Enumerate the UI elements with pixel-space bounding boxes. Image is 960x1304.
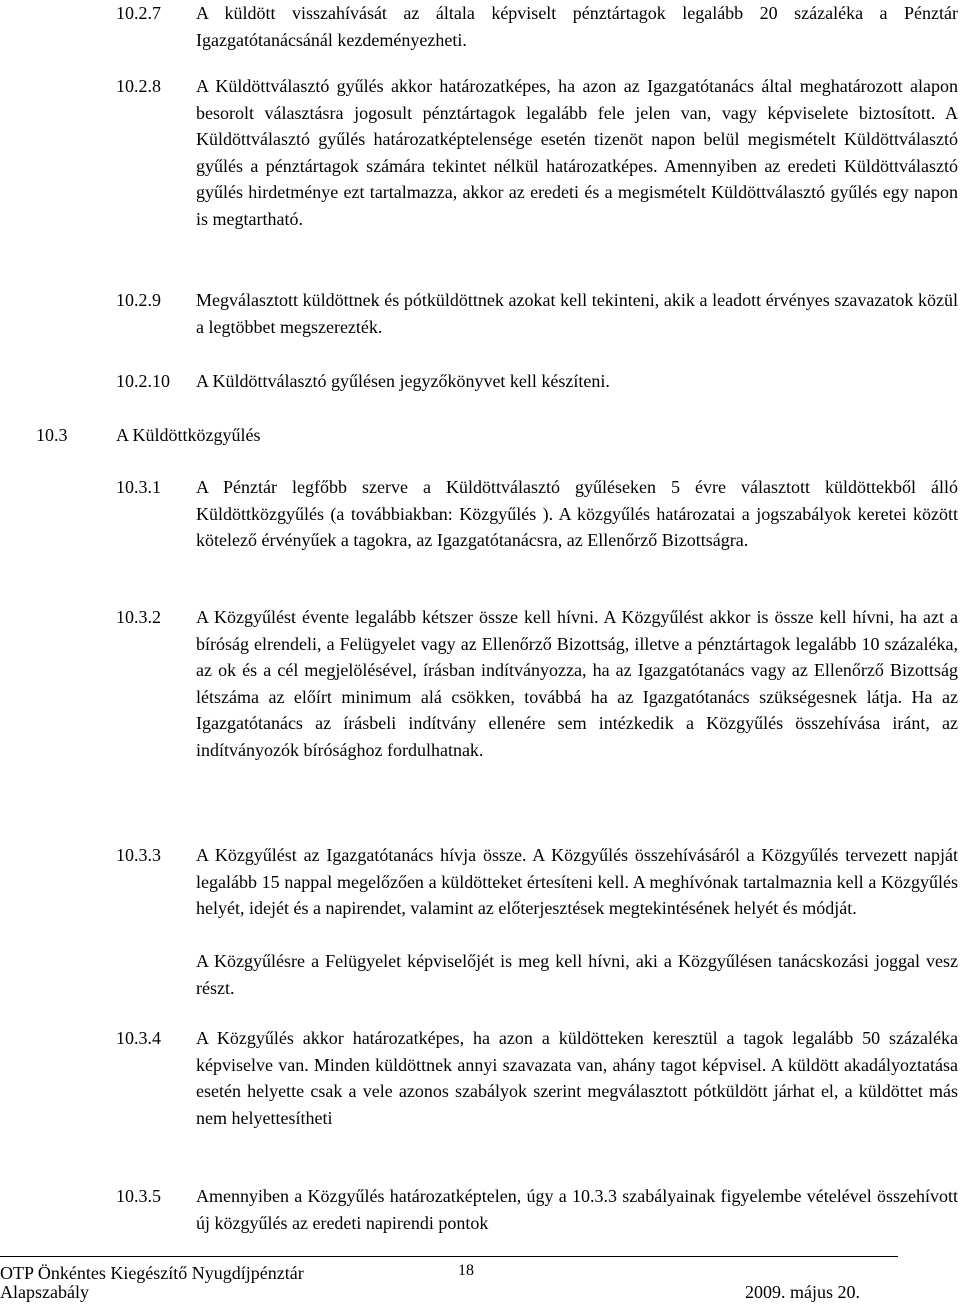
- section-text: A Pénztár legfőbb szerve a Küldöttválasztó gyűléseken 5 évre választott küldöttekből álló Küldöttközgyűlés (a továbbiakban: Közgyűlés ). A közgyűlés határozatai a jogszabályok keretei között kötelező érvényűek a tagokra, az Igazgatótanácsra, az Ellenőrző Bizottságra.: [196, 477, 958, 550]
- section-number: 10.3.3: [116, 845, 161, 865]
- section-number: 10.2.9: [116, 290, 161, 310]
- section-number: 10.3.4: [116, 1028, 161, 1048]
- section-text: A Küldöttválasztó gyűlésen jegyzőkönyvet kell készíteni.: [196, 371, 610, 391]
- section-number: 10.2.7: [116, 3, 161, 23]
- page-number: 18: [458, 1262, 474, 1279]
- section-number: 10.3.2: [116, 607, 161, 627]
- section-text-continued: A Közgyűlésre a Felügyelet képviselőjét is meg kell hívni, aki a Közgyűlésen tanácskozási joggal vesz részt.: [196, 951, 958, 998]
- section-heading: A Küldöttközgyűlés: [116, 425, 261, 445]
- section-number: 10.2.8: [116, 76, 161, 96]
- section-number: 10.3.1: [116, 477, 161, 497]
- section-text: A Közgyűlést az Igazgatótanács hívja össze. A Közgyűlés összehívásáról a Közgyűlés tervezett napját legalább 15 nappal megelőzően a küldötteket értesíteni kell. A meghívónak tartalmaznia kell a Közgyűlés helyét, idejét és a napirendet, valamint az előterjesztések megtekintésének helyét és módját.: [196, 845, 958, 918]
- section-text: A küldött visszahívását az általa képviselt pénztártagok legalább 20 százaléka a Pénztár Igazgatótanácsánál kezdeményezheti.: [196, 3, 958, 50]
- footer-document-name: Alapszabály: [0, 1282, 89, 1302]
- footer-date: 2009. május 20.: [745, 1282, 860, 1302]
- section-text: A Küldöttválasztó gyűlés akkor határozatképes, ha azon az Igazgatótanács által meghatározott alapon besorolt választásra jogosult pénztártagok legalább fele jelen van, vagy képviselete biztosított. A Küldöttválasztó gyűlés határozatképtelensége esetén tizenöt napon belül megismételt Küldöttválasztó gyűlés a pénztártagok számára tekintet nélkül határozatképes. Amennyiben az eredeti Küldöttválasztó gyűlés hirdetménye ezt tartalmazza, akkor az eredeti és a megismételt Küldöttválasztó gyűlés egy napon is megtartható.: [196, 76, 958, 229]
- footer-organization: OTP Önkéntes Kiegészítő Nyugdíjpénztár: [0, 1263, 304, 1283]
- section-text: A Közgyűlést évente legalább kétszer össze kell hívni. A Közgyűlést akkor is össze kell hívni, ha azt a bíróság elrendeli, a Felügyelet vagy az Ellenőrző Bizottság, illetve a pénztártagok legalább 10 százaléka, az ok és a cél megjelölésével, írásban indítványozza, ha az Igazgatótanács vagy az Ellenőrző Bizottság létszáma az előírt minimum alá csökken, továbbá ha az Igazgatótanács szükségesnek látja. Ha az Igazgatótanács az írásbeli indítvány ellenére sem intézkedik a Közgyűlés összehívása iránt, az indítványozók bírósághoz fordulhatnak.: [196, 607, 958, 760]
- footer-rule: [0, 1256, 898, 1257]
- section-text: Amennyiben a Közgyűlés határozatképtelen, úgy a 10.3.3 szabályainak figyelembe vételével összehívott új közgyűlés az eredeti napirendi pontok: [196, 1186, 958, 1233]
- section-number: 10.3: [36, 425, 68, 445]
- section-number: 10.3.5: [116, 1186, 161, 1206]
- section-number: 10.2.10: [116, 371, 170, 391]
- section-text: A Közgyűlés akkor határozatképes, ha azon a küldötteken keresztül a tagok legalább 50 százaléka képviselve van. Minden küldöttnek annyi szavazata van, ahány tagot képvisel. A küldött akadályoztatása esetén helyette csak a vele azonos szabályok szerint megválasztott pótküldött járhat el, a küldöttet más nem helyettesítheti: [196, 1028, 958, 1128]
- section-text: Megválasztott küldöttnek és pótküldöttnek azokat kell tekinteni, akik a leadott érvényes szavazatok közül a legtöbbet megszerezték.: [196, 290, 958, 337]
